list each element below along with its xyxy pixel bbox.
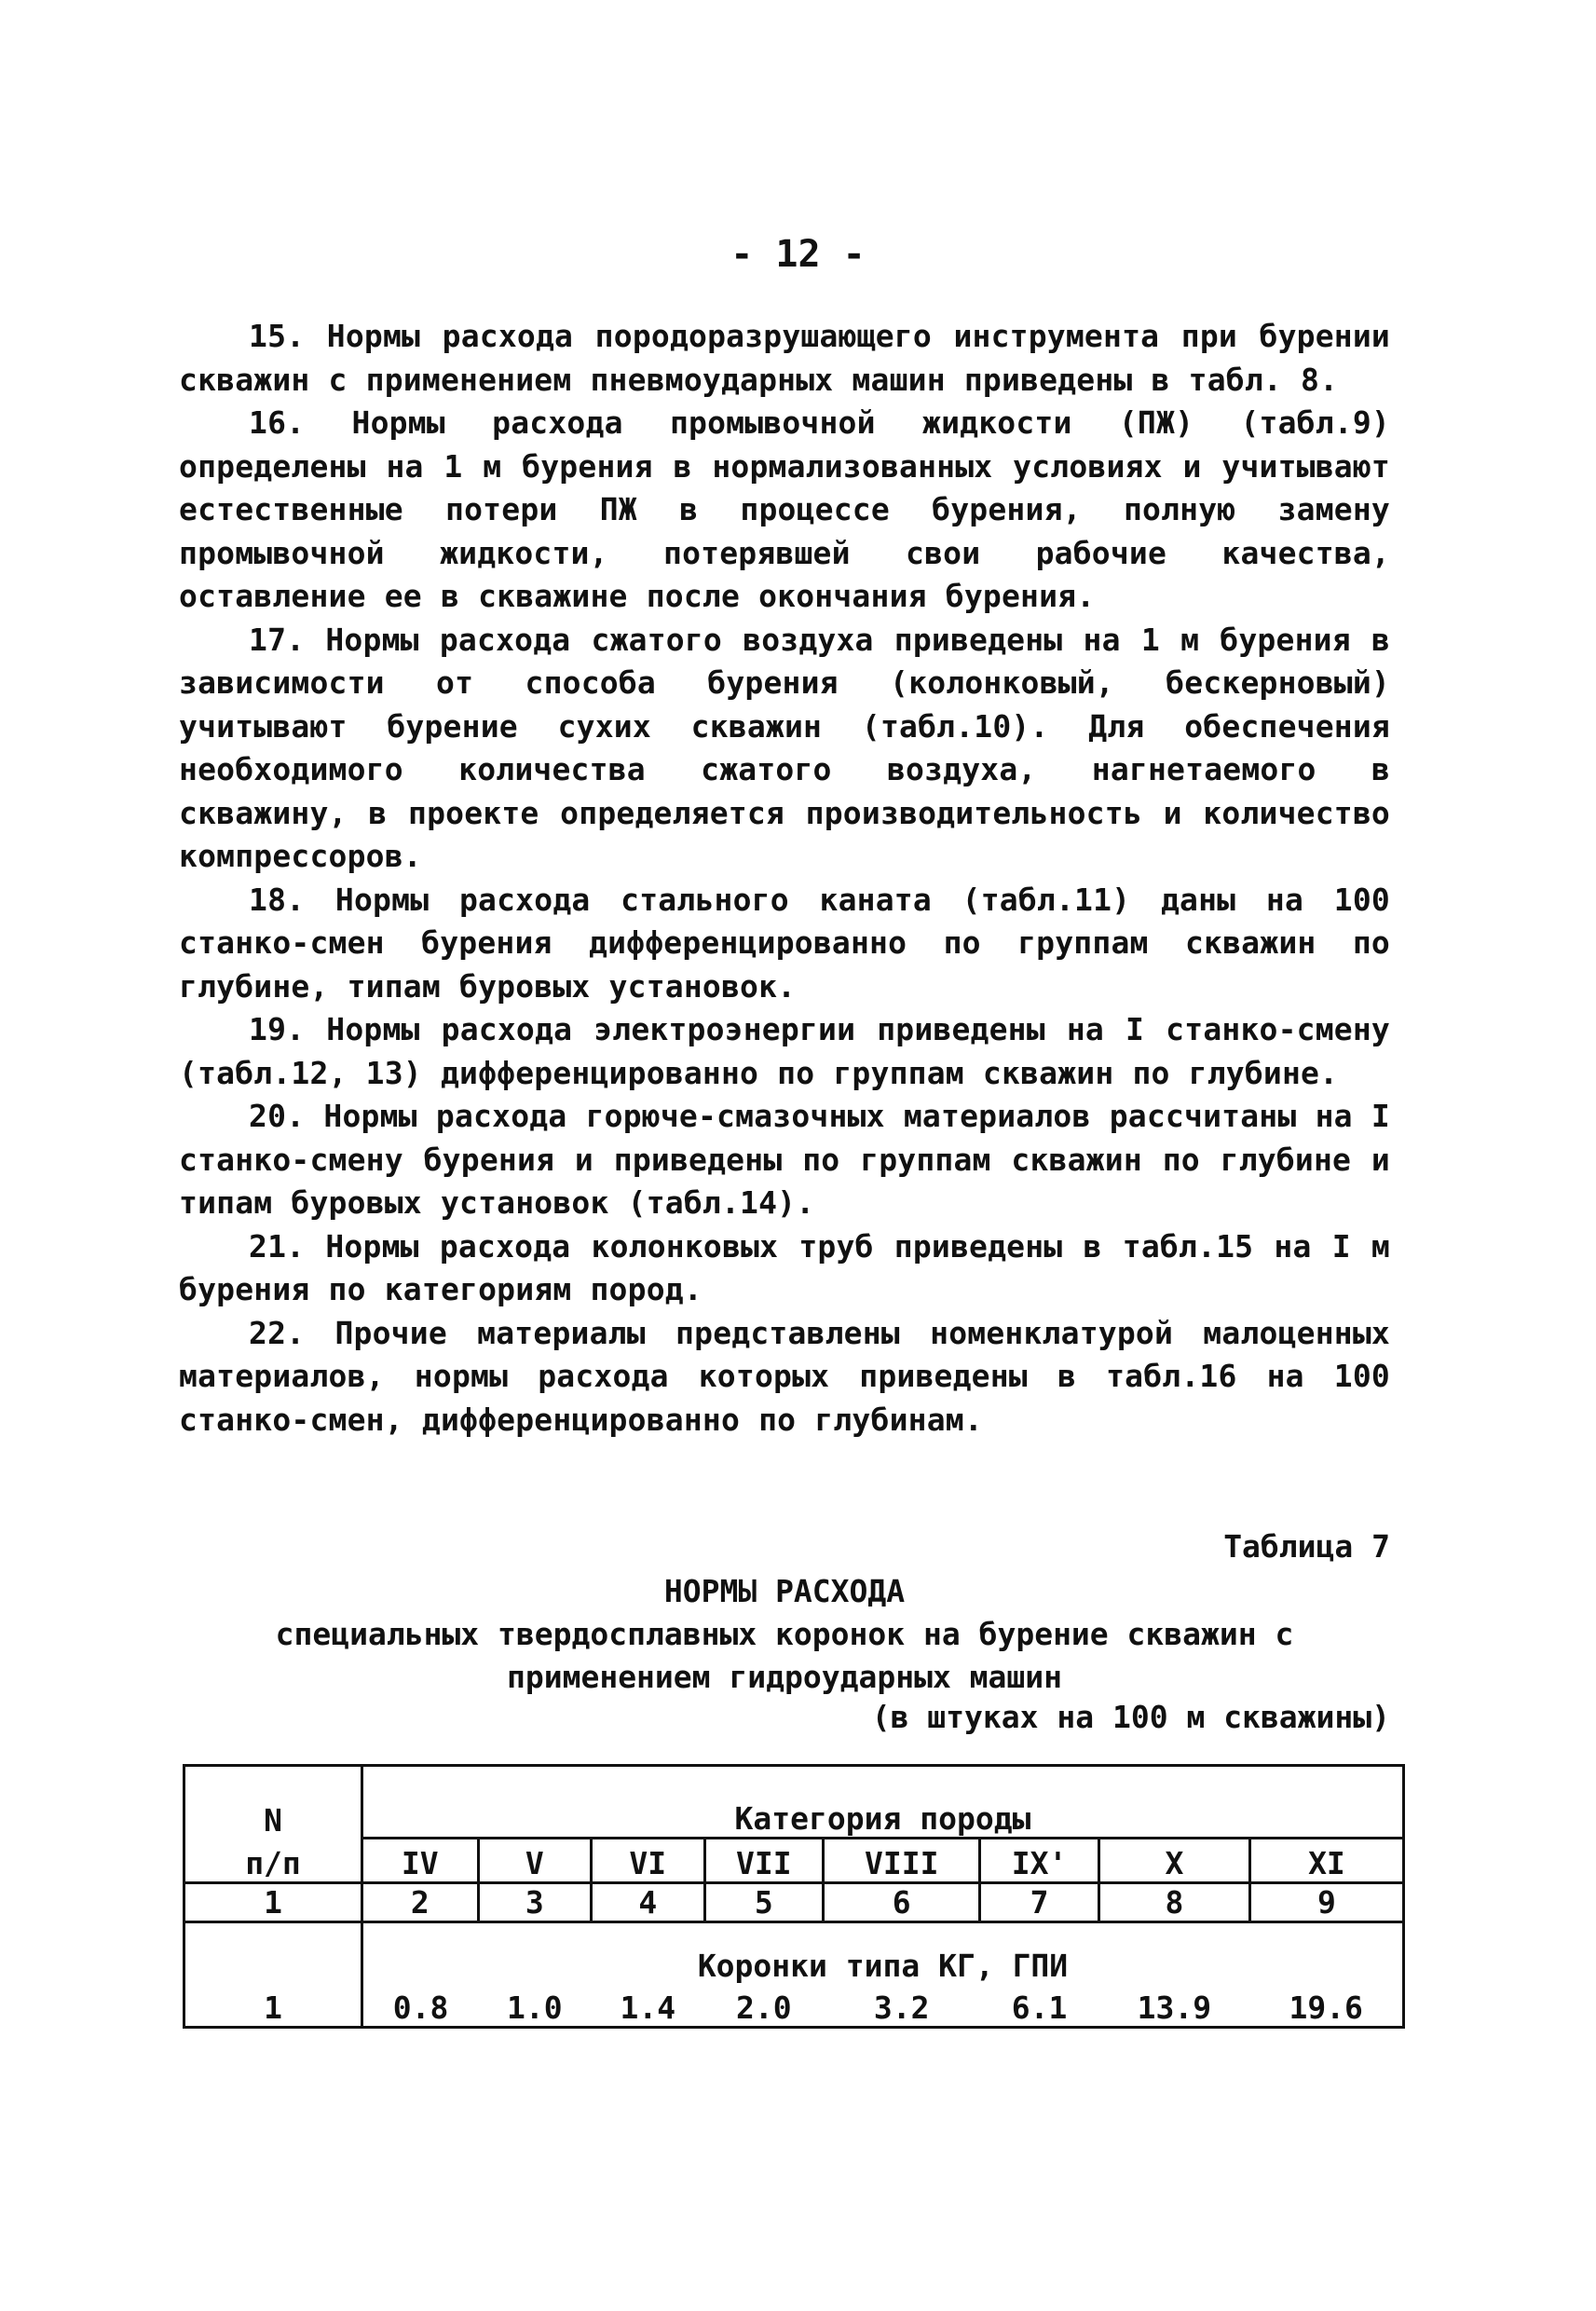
norms-table (183, 1764, 1405, 2029)
value-cell: 2.0 (704, 1984, 824, 2028)
table-header-row (184, 1795, 1404, 1839)
paragraph-22: 22. Прочие материалы представлены номенклатурой малоценных материалов, нормы расхода которых приведены в табл.16 на 100 станко-смен, дифференцированно по глубинам. (179, 1314, 1390, 1438)
value-cell: 19.6 (1249, 1984, 1403, 2028)
column-number: 4 (592, 1883, 705, 1922)
section-title: Коронки типа КГ, ГПИ (362, 1942, 1404, 1984)
column-number: 8 (1098, 1883, 1249, 1922)
category-cell: VIII (824, 1839, 980, 1883)
paragraph-18: 18. Нормы расхода стального каната (табл.11) даны на 100 станко-смен бурения дифференцированно по группам скважин по глубине, типам буровых установок. (179, 881, 1390, 1005)
category-cell: X (1098, 1839, 1249, 1883)
paragraph-17: 17. Нормы расхода сжатого воздуха приведены на 1 м бурения в зависимости от способа бурения (колонковый, бескерновый) учитывают бурение сухих скважин (табл.10). Для обеспечения необходимого количества сжатого воздуха, нагнетаемого в скважину, в проекте определяется производительность и количество компрессоров. (179, 621, 1390, 874)
row-number: 1 (184, 1984, 362, 2028)
col-n-header: N (184, 1795, 362, 1839)
table-cell (184, 1766, 362, 1796)
paragraph-20: 20. Нормы расхода горюче-смазочных материалов рассчитаны на I станко-смену бурения и приведены по группам скважин по глубине и типам буровых установок (табл.14). (179, 1098, 1390, 1221)
table-label: Таблица 7 (1223, 1528, 1390, 1565)
section-title-row (184, 1942, 1404, 1984)
value-cell: 6.1 (980, 1984, 1099, 2028)
table-cell (362, 1922, 1404, 1943)
column-number: 7 (980, 1883, 1099, 1922)
column-number: 1 (184, 1883, 362, 1922)
table-title (179, 1570, 1390, 1699)
value-cell: 3.2 (824, 1984, 980, 2028)
value-cell: 1.0 (478, 1984, 592, 2028)
category-cell: IX' (980, 1839, 1099, 1883)
table-row (184, 1984, 1404, 2028)
table-top-row (184, 1766, 1404, 1796)
paragraph-15: 15. Нормы расхода породоразрушающего инструмента при бурении скважин с применением пневмоударных машин приведены в табл. 8. (179, 318, 1390, 398)
table-spacer-row (184, 1922, 1404, 1943)
category-cell: IV (362, 1839, 479, 1883)
paragraph-21: 21. Нормы расхода колонковых труб приведены в табл.15 на I м бурения по категориям пород. (179, 1227, 1390, 1307)
paragraph-19: 19. Нормы расхода электроэнергии приведены на I станко-смену (табл.12, 13) дифференцированно по группам скважин по глубине. (179, 1011, 1390, 1091)
table-title-line-1: НОРМЫ РАСХОДА (663, 1573, 906, 1609)
table-cell (362, 1766, 1404, 1796)
category-cell: VII (704, 1839, 824, 1883)
table-numbers-row (184, 1883, 1404, 1922)
table-title-line-2: специальных твердосплавных коронок на бурение скважин с (275, 1616, 1294, 1652)
page-number: - 12 - (730, 233, 866, 276)
category-cell: XI (1249, 1839, 1403, 1883)
table-unit: (в штуках на 100 м скважины) (871, 1699, 1390, 1735)
column-number: 2 (362, 1883, 479, 1922)
paragraph-16: 16. Нормы расхода промывочной жидкости (ПЖ) (табл.9) определены на 1 м бурения в нормализованных условиях и учитывают естественные потери ПЖ в процессе бурения, полную замену промывочной жидкости, потерявшей свои рабочие качества, оставление ее в скважине после окончания бурения. (179, 404, 1390, 614)
table-title-line-3: применением гидроударных машин (506, 1659, 1063, 1695)
column-number: 6 (824, 1883, 980, 1922)
table-cell (184, 1942, 362, 1984)
value-cell: 0.8 (362, 1984, 479, 2028)
value-cell: 13.9 (1098, 1984, 1249, 2028)
category-cell: V (478, 1839, 592, 1883)
column-number: 5 (704, 1883, 824, 1922)
column-number: 9 (1249, 1883, 1403, 1922)
category-cell: VI (592, 1839, 705, 1883)
body-text (179, 315, 1390, 1442)
table-cell (184, 1922, 362, 1943)
value-cell: 1.4 (592, 1984, 705, 2028)
table-header-row (184, 1839, 1404, 1883)
category-header: Категория породы (362, 1795, 1404, 1839)
col-n-subheader: п/п (184, 1839, 362, 1883)
column-number: 3 (478, 1883, 592, 1922)
